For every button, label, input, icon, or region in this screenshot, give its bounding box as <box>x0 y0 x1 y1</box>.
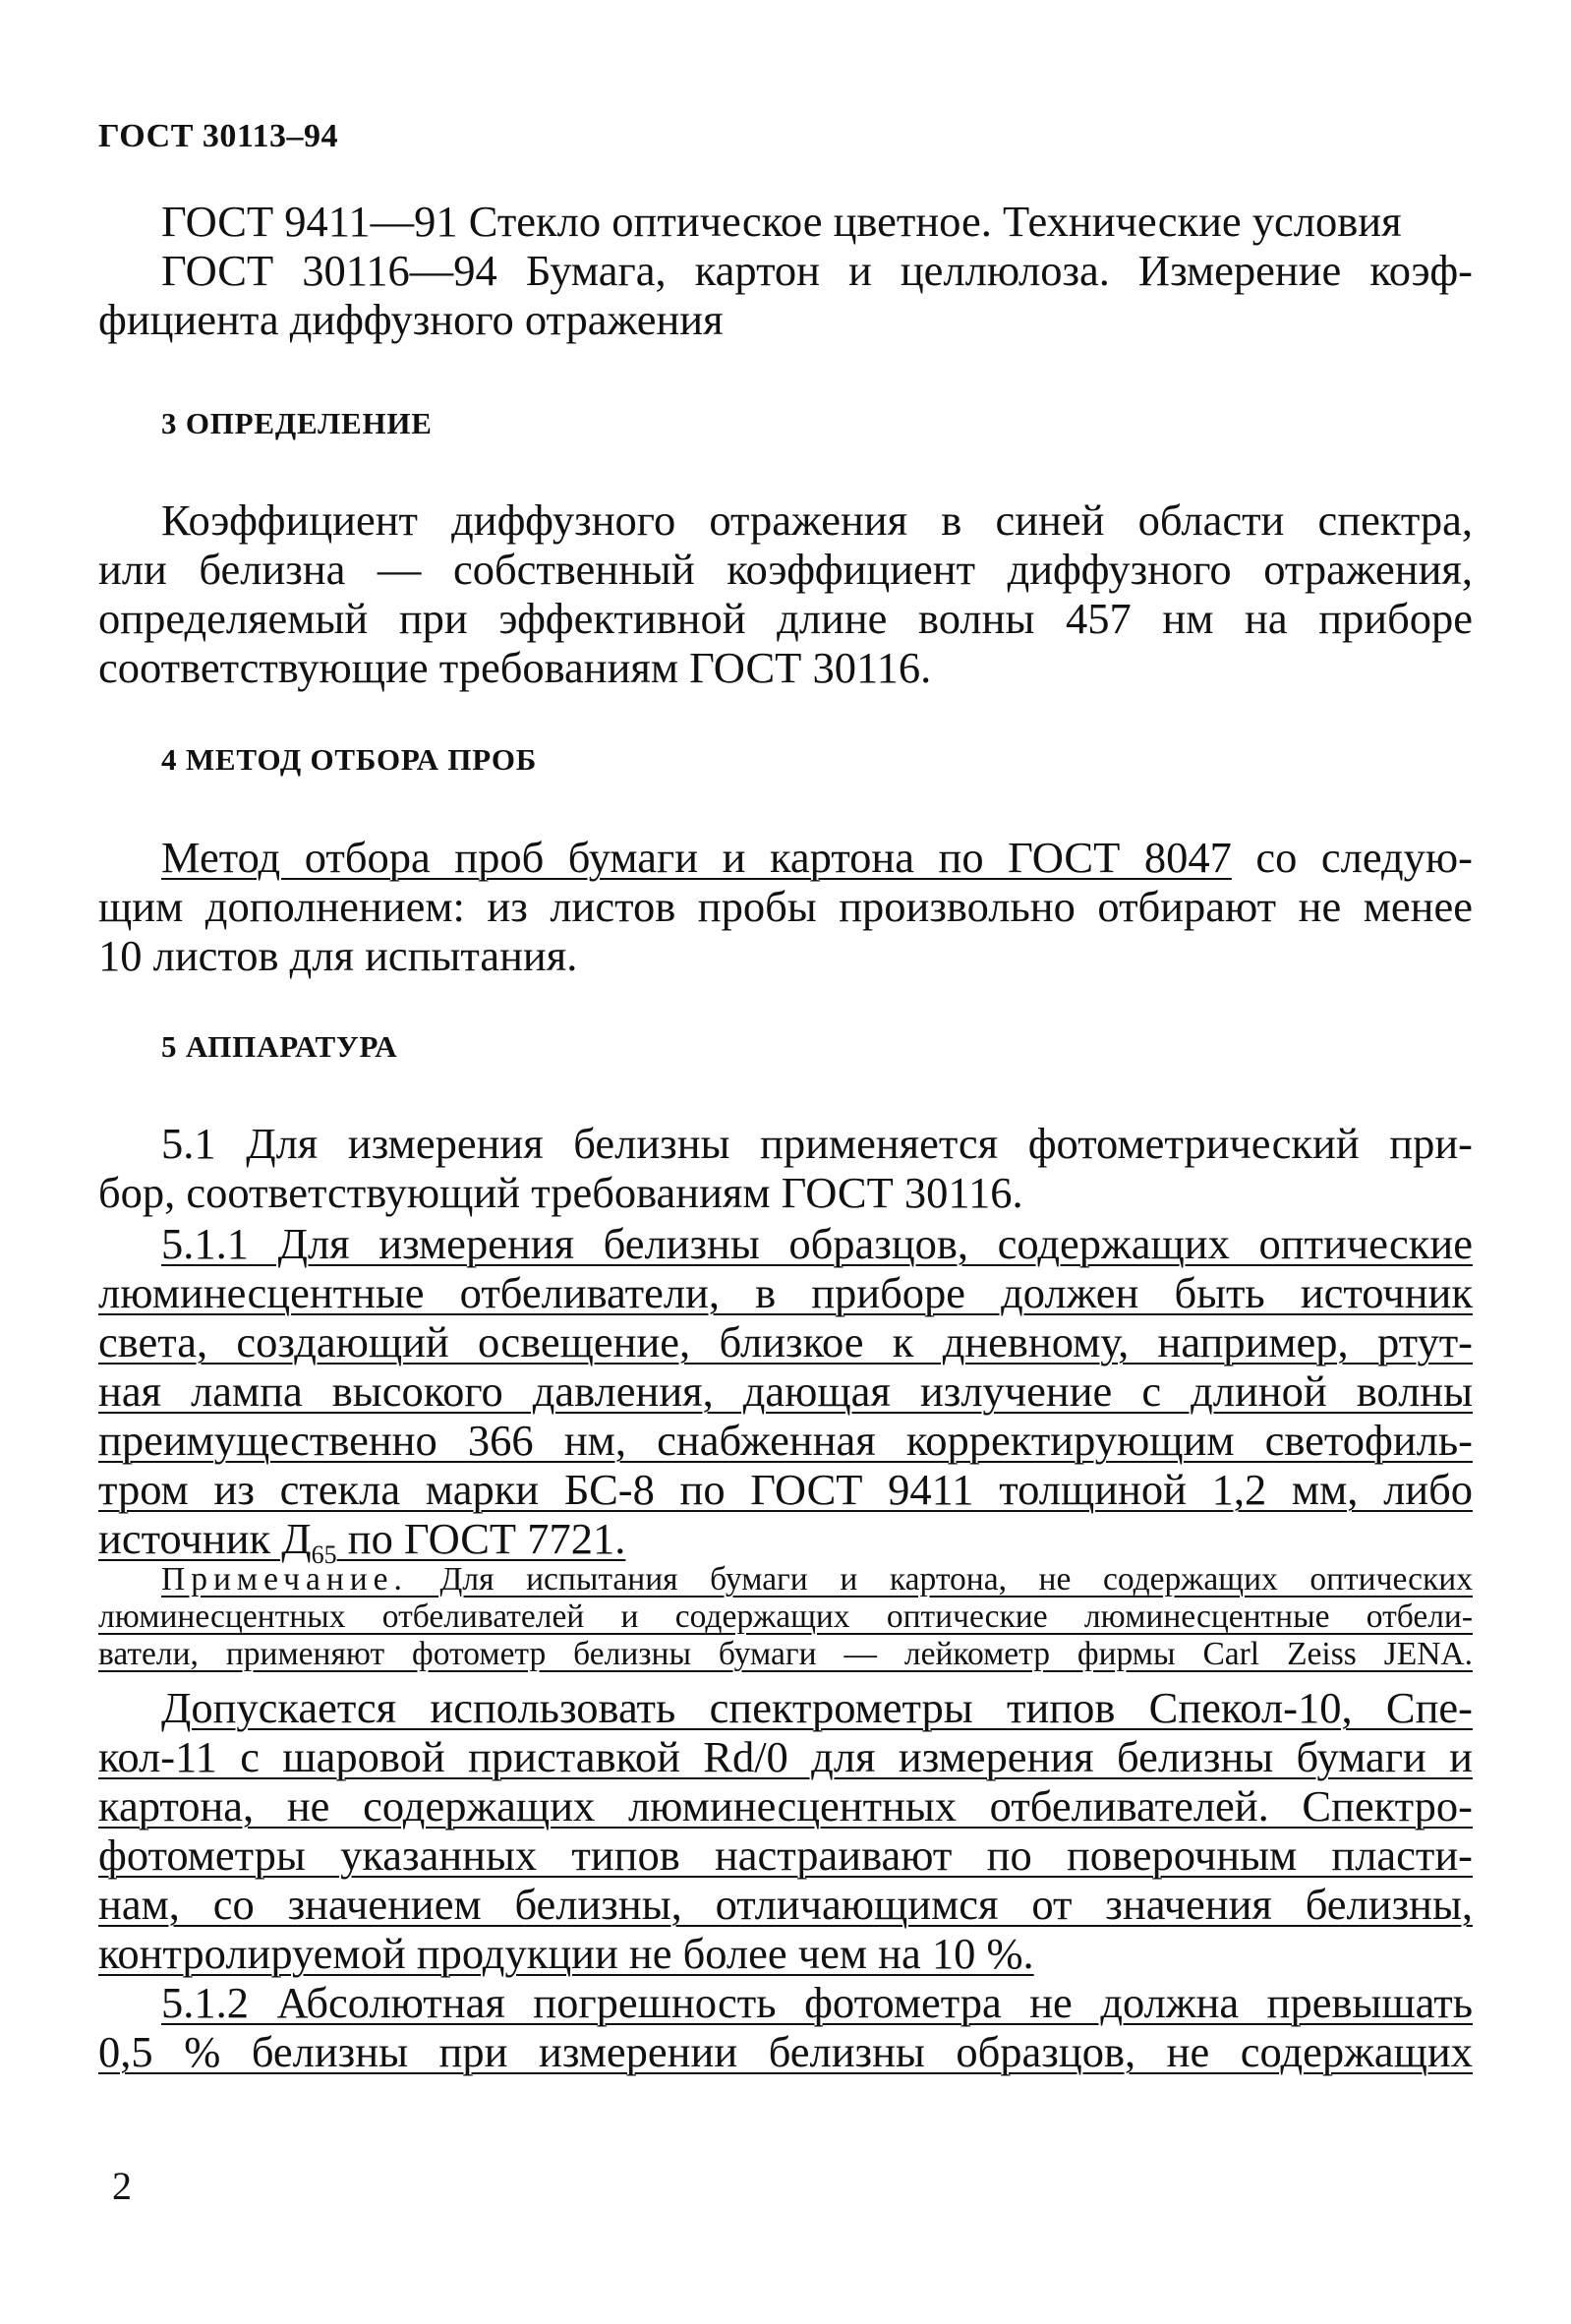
section-4-line: 10 листов для испытания. <box>98 931 578 980</box>
clause-5-1-1-line: ная лампа высокого давления, дающая излучение с длиной волны <box>98 1366 1473 1416</box>
clause-5-1-1-line: 5.1.1 Для измерения белизны образцов, содержащих оптические <box>161 1219 1473 1268</box>
clause-5-1-1-source-ref: по ГОСТ 7721. <box>336 1514 626 1563</box>
document-code-header: ГОСТ 30113–94 <box>98 118 339 154</box>
clause-5-1-2-line: 0,5 % белизны при измерении белизны образцов, не содержащих <box>98 2027 1473 2076</box>
section-4-line: щим дополнением: из листов пробы произвольно отбирают не менее <box>98 882 1473 931</box>
clause-5-1-1-body <box>98 1219 1473 1569</box>
section-4-underlined-text: Метод отбора проб бумаги и картона по ГОСТ 8047 <box>161 833 1232 882</box>
section-4-line <box>98 833 1473 882</box>
note-line: люминесцентных отбеливателей и содержащих оптические люминесцентные отбели- <box>98 1598 1473 1635</box>
section-4-line1-rest: со следую- <box>1231 833 1473 882</box>
clause-5-1-2-line: 5.1.2 Абсолютная погрешность фотометра не должна превышать <box>161 1978 1473 2027</box>
note-line1-text: Для испытания бумаги и картона, не содержащих оптических <box>407 1561 1473 1598</box>
page-number: 2 <box>112 2164 132 2208</box>
clause-5-1-line: бор, соответствующий требованиям ГОСТ 30116. <box>98 1168 1023 1217</box>
section-4-heading: 4 МЕТОД ОТБОРА ПРОБ <box>161 742 538 777</box>
allowance-line: фотометры указанных типов настраивают по поверочным пласти- <box>98 1830 1473 1880</box>
allowance-line: нам, со значением белизны, отличающимся от значения белизны, <box>98 1880 1473 1929</box>
section-5-1-body <box>98 1119 1473 1217</box>
section-3-line: Коэффициент диффузного отражения в синей области спектра, <box>161 495 1473 545</box>
clause-5-1-1-line: люминесцентные отбеливатели, в приборе должен быть источник <box>98 1268 1473 1317</box>
illuminant-subscript: 65 <box>311 1540 337 1569</box>
allowance-line: контролируемой продукции не более чем на 10 %. <box>98 1929 1034 1978</box>
section-3-line: определяемый при эффективной длине волны 457 нм на приборе <box>98 594 1473 643</box>
section-5-heading: 5 АППАРАТУРА <box>161 1029 398 1064</box>
section-4-body <box>98 833 1473 980</box>
allowance-line: картона, не содержащих люминесцентных отбеливателей. Спектро- <box>98 1781 1473 1830</box>
section-3-body <box>98 495 1473 692</box>
clause-5-1-1-line: света, создающий освещение, близкое к дневному, например, ртут- <box>98 1317 1473 1366</box>
section-3-heading: 3 ОПРЕДЕЛЕНИЕ <box>161 406 433 440</box>
section-3-line: или белизна — собственный коэффициент диффузного отражения, <box>98 545 1473 594</box>
note-line: ватели, применяют фотометр белизны бумаги — лейкометр фирмы Carl Zeiss JENA. <box>98 1636 1473 1672</box>
reference-gost-30116-line1: ГОСТ 30116—94 Бумага, картон и целлюлоза. Измерение коэф- <box>161 246 1473 295</box>
note-line <box>98 1561 1473 1598</box>
clause-5-1-1-source-text: источник Д <box>98 1514 312 1563</box>
clause-5-1-line: 5.1 Для измерения белизны применяется фотометрический при- <box>161 1119 1473 1168</box>
spectrometer-allowance-body <box>98 1683 1473 1978</box>
clause-5-1-1-line <box>98 1514 1473 1569</box>
note-block <box>98 1561 1473 1673</box>
reference-gost-9411: ГОСТ 9411—91 Стекло оптическое цветное. Технические условия <box>161 197 1402 246</box>
section-3-line: соответствующие требованиям ГОСТ 30116. <box>98 643 932 692</box>
clause-5-1-1-line: тром из стекла марки БС-8 по ГОСТ 9411 толщиной 1,2 мм, либо <box>98 1465 1473 1514</box>
clause-5-1-1-line: преимущественно 366 нм, снабженная корректирующим светофиль- <box>98 1416 1473 1465</box>
note-label: Примечание. <box>161 1561 408 1598</box>
references-list <box>98 197 1473 344</box>
allowance-line: Допускается использовать спектрометры типов Спекол-10, Спе- <box>161 1683 1473 1732</box>
reference-gost-30116-line2: фициента диффузного отражения <box>98 295 724 344</box>
clause-5-1-2-body <box>98 1978 1473 2076</box>
allowance-line: кол-11 с шаровой приставкой Rd/0 для измерения белизны бумаги и <box>98 1732 1473 1781</box>
